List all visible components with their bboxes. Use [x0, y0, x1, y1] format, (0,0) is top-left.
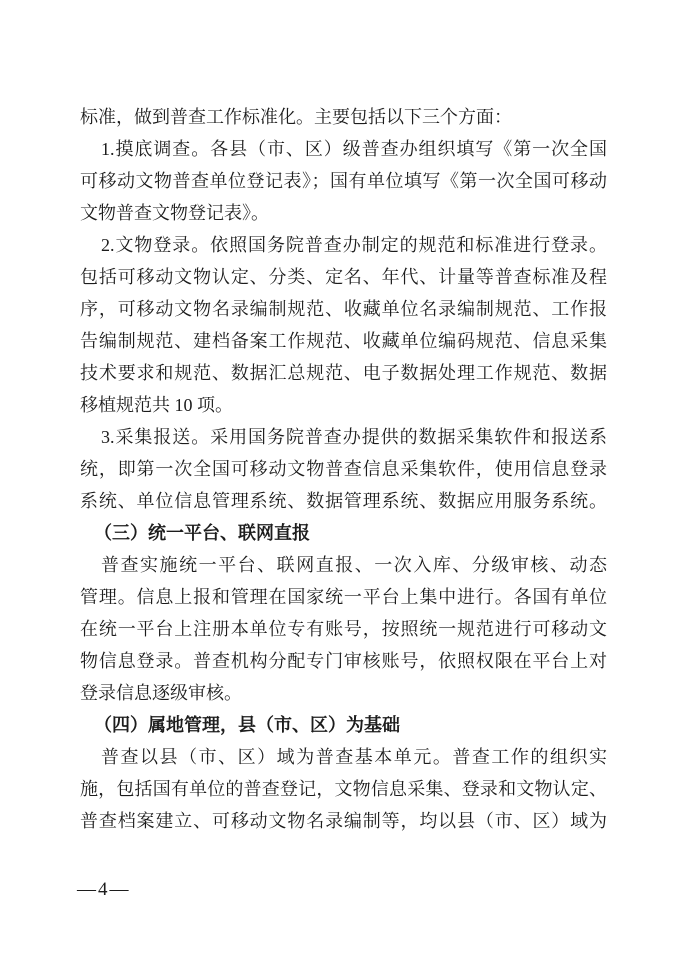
- body-text-line: 技术要求和规范、数据汇总规范、电子数据处理工作规范、数据: [80, 363, 607, 383]
- page-number: —4—: [77, 879, 131, 900]
- body-text-line: 普查以县（市、区）域为普查基本单元。普查工作的组织实: [101, 747, 607, 767]
- body-text-line: 包括可移动文物认定、分类、定名、年代、计量等普查标准及程: [80, 267, 607, 287]
- body-text-line: 1.摸底调查。各县（市、区）级普查办组织填写《第一次全国: [101, 139, 607, 159]
- body-text-line: 登录信息逐级审核。: [80, 683, 242, 703]
- body-text-line: 序，可移动文物名录编制规范、收藏单位名录编制规范、工作报: [80, 299, 607, 319]
- body-text-line: 移植规范共 10 项。: [80, 395, 233, 415]
- body-text-line: 物信息登录。普查机构分配专门审核账号，依照权限在平台上对: [80, 651, 607, 671]
- body-text-line: 3.采集报送。采用国务院普查办提供的数据采集软件和报送系: [101, 427, 607, 447]
- body-text-line: 施，包括国有单位的普查登记，文物信息采集、登录和文物认定、: [80, 779, 607, 799]
- body-text-line: 管理。信息上报和管理在国家统一平台上集中进行。各国有单位: [80, 587, 607, 607]
- body-text-line: 系统、单位信息管理系统、数据管理系统、数据应用服务系统。: [80, 491, 607, 511]
- body-text-line: 2.文物登录。依照国务院普查办制定的规范和标准进行登录。: [101, 235, 607, 255]
- body-text-line: 普查档案建立、可移动文物名录编制等，均以县（市、区）域为: [80, 811, 607, 831]
- body-text-line: 标准，做到普查工作标准化。主要包括以下三个方面：: [80, 107, 512, 127]
- body-text-line: 可移动文物普查单位登记表》；国有单位填写《第一次全国可移动: [80, 171, 607, 191]
- section-heading-line: （三）统一平台、联网直报: [94, 523, 310, 543]
- body-text-line: 在统一平台上注册本单位专有账号，按照统一规范进行可移动文: [80, 619, 607, 639]
- body-text-line: 文物普查文物登记表》。: [80, 203, 269, 223]
- body-text-line: 普查实施统一平台、联网直报、一次入库、分级审核、动态: [101, 555, 607, 575]
- body-text-line: 告编制规范、建档备案工作规范、收藏单位编码规范、信息采集: [80, 331, 607, 351]
- document-body: [80, 101, 607, 837]
- section-heading-line: （四）属地管理，县（市、区）为基础: [94, 715, 400, 735]
- body-text-line: 统，即第一次全国可移动文物普查信息采集软件，使用信息登录: [80, 459, 607, 479]
